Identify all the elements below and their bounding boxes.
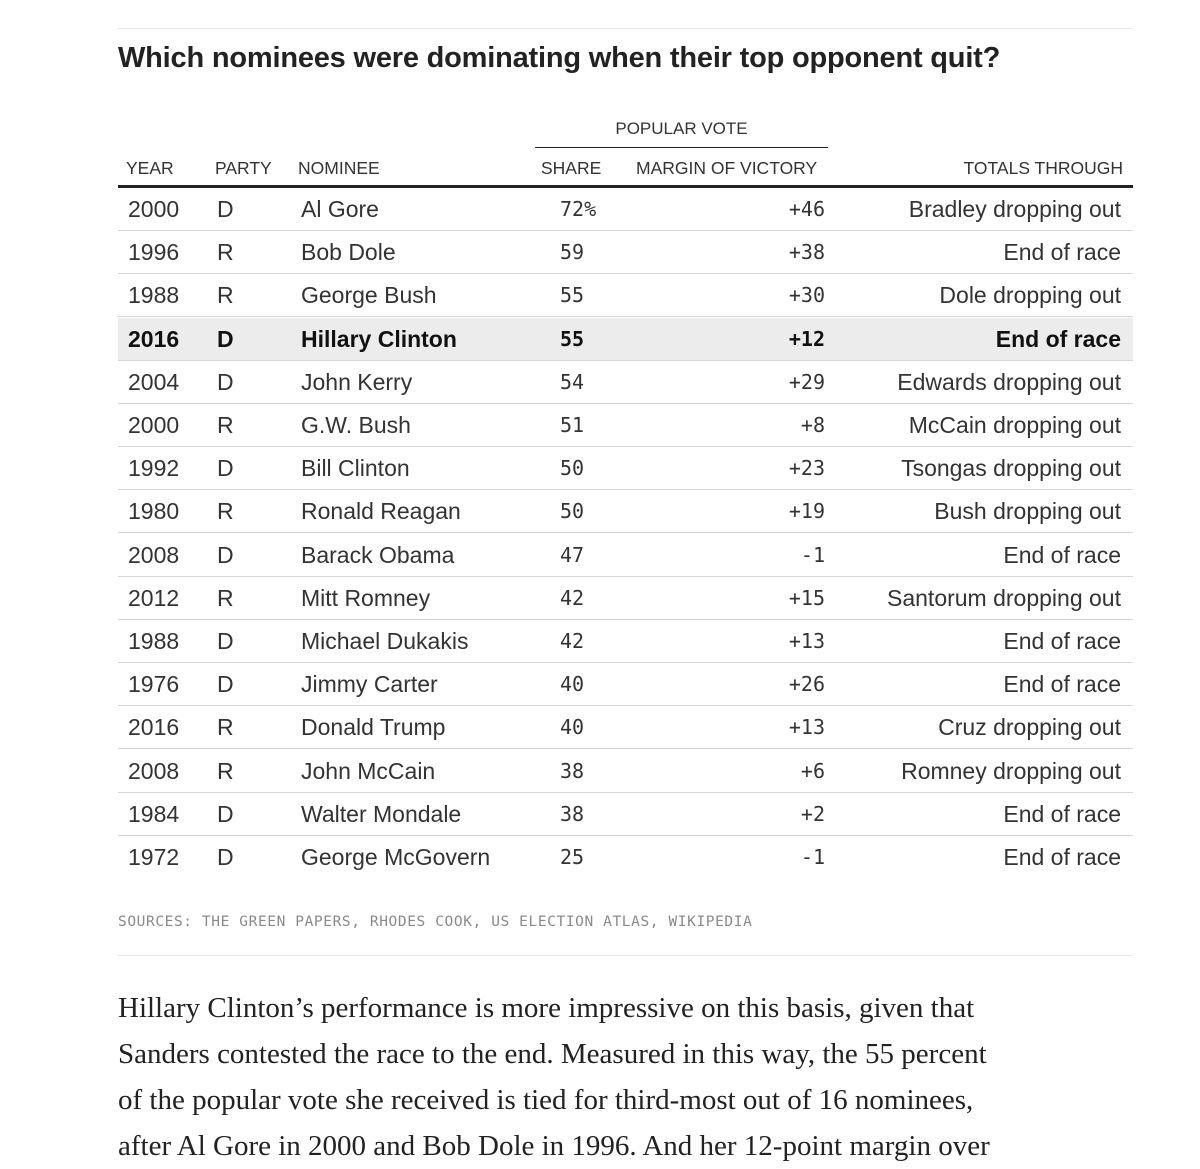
cell-nominee: Mitt Romney	[301, 584, 431, 611]
table-row	[118, 361, 1133, 404]
cell-totals-through: Dole dropping out	[939, 282, 1121, 309]
cell-year: 1996	[128, 239, 180, 266]
cell-share: 40	[560, 672, 585, 697]
cell-margin: +46	[788, 197, 825, 221]
cell-nominee: Barack Obama	[301, 541, 455, 568]
table-row	[118, 663, 1133, 706]
cell-totals-through: Romney dropping out	[901, 757, 1121, 784]
table-row-highlighted	[118, 318, 1133, 361]
cell-nominee: Ronald Reagan	[301, 498, 461, 525]
table-row	[118, 231, 1133, 274]
cell-party: D	[217, 196, 234, 222]
table-row	[118, 620, 1133, 663]
cell-share: 55	[560, 326, 585, 351]
cell-nominee: Bill Clinton	[301, 455, 410, 482]
cell-share: 50	[560, 456, 585, 481]
cell-party: D	[217, 325, 234, 352]
table-row	[118, 188, 1133, 231]
cell-share: 40	[560, 715, 585, 740]
cell-nominee: Al Gore	[301, 196, 379, 222]
table-row	[118, 404, 1133, 447]
top-divider	[118, 28, 1132, 29]
cell-nominee: George McGovern	[301, 844, 491, 870]
cell-share: 72%	[560, 197, 597, 221]
cell-nominee: Hillary Clinton	[301, 325, 457, 352]
cell-margin: +19	[788, 499, 825, 524]
cell-totals-through: Tsongas dropping out	[901, 455, 1121, 482]
cell-margin: +23	[788, 456, 825, 481]
cell-year: 2016	[128, 325, 180, 352]
cell-share: 50	[560, 499, 585, 524]
article-paragraph	[118, 985, 1118, 1169]
table-row	[118, 447, 1133, 490]
cell-margin: +6	[800, 758, 825, 783]
cell-share: 59	[560, 240, 585, 265]
cell-year: 1984	[128, 800, 180, 827]
cell-totals-through: Santorum dropping out	[887, 584, 1121, 611]
cell-share: 42	[560, 629, 585, 653]
header-totals-through: TOTALS THROUGH	[963, 158, 1123, 178]
cell-margin: +30	[788, 283, 825, 308]
cell-nominee: Walter Mondale	[301, 800, 462, 827]
cell-share: 25	[560, 845, 585, 869]
cell-year: 2000	[128, 196, 180, 222]
cell-party: D	[217, 541, 234, 568]
cell-party: R	[217, 714, 234, 741]
cell-totals-through: End of race	[1003, 239, 1121, 266]
cell-party: R	[217, 412, 234, 438]
cell-nominee: Bob Dole	[301, 239, 396, 266]
cell-margin: +38	[788, 240, 825, 265]
cell-totals-through: End of race	[995, 325, 1121, 352]
cell-party: D	[217, 628, 234, 654]
cell-share: 54	[560, 369, 585, 394]
cell-share: 38	[560, 758, 585, 783]
cell-margin: -1	[800, 845, 825, 869]
cell-totals-through: Bradley dropping out	[908, 196, 1121, 222]
table-row	[118, 750, 1133, 793]
cell-margin: +8	[800, 413, 825, 437]
paragraph-line: Sanders contested the race to the end. Measured in this way, the 55 percent	[118, 1038, 987, 1070]
cell-year: 2004	[128, 368, 180, 395]
cell-margin: +15	[788, 585, 825, 610]
cell-year: 1980	[128, 498, 180, 525]
header-share: SHARE	[541, 158, 602, 178]
cell-totals-through: Cruz dropping out	[938, 714, 1121, 741]
cell-party: R	[217, 757, 234, 784]
cell-share: 42	[560, 585, 585, 610]
table-title: Which nominees were dominating when their top opponent quit?	[118, 42, 1001, 74]
cell-margin: +2	[800, 801, 825, 826]
table-row	[118, 490, 1133, 533]
cell-year: 1988	[128, 628, 180, 654]
cell-totals-through: End of race	[1003, 800, 1121, 827]
cell-margin: +29	[788, 369, 825, 394]
cell-totals-through: McCain dropping out	[908, 412, 1121, 438]
cell-margin: -1	[800, 542, 825, 567]
cell-totals-through: End of race	[1003, 844, 1121, 870]
cell-nominee: John McCain	[301, 757, 436, 784]
cell-nominee: Michael Dukakis	[301, 628, 469, 654]
cell-nominee: Donald Trump	[301, 714, 446, 741]
header-margin: MARGIN OF VICTORY	[636, 158, 818, 178]
cell-party: R	[217, 498, 234, 525]
cell-share: 51	[560, 413, 585, 437]
cell-year: 2012	[128, 584, 180, 611]
cell-totals-through: Bush dropping out	[934, 498, 1121, 525]
table-row	[118, 577, 1133, 620]
cell-share: 47	[560, 542, 585, 567]
cell-year: 2008	[128, 757, 180, 784]
cell-share: 55	[560, 283, 585, 308]
cell-margin: +13	[788, 629, 825, 653]
cell-year: 1988	[128, 282, 180, 309]
cell-margin: +12	[788, 326, 825, 351]
bottom-divider	[118, 955, 1132, 956]
cell-totals-through: End of race	[1003, 671, 1121, 698]
sources-note: SOURCES: THE GREEN PAPERS, RHODES COOK, US ELECTION ATLAS, WIKIPEDIA	[118, 914, 753, 930]
cell-party: D	[217, 455, 234, 482]
table-row	[118, 793, 1133, 836]
popular-vote-group-header: POPULAR VOTE	[535, 119, 828, 148]
cell-party: R	[217, 584, 234, 611]
cell-party: R	[217, 239, 234, 266]
cell-totals-through: Edwards dropping out	[897, 368, 1121, 395]
cell-year: 1992	[128, 455, 180, 482]
cell-totals-through: End of race	[1003, 541, 1121, 568]
paragraph-line: after Al Gore in 2000 and Bob Dole in 1996. And her 12-point margin over	[118, 1130, 990, 1162]
header-year: YEAR	[126, 158, 174, 178]
cell-year: 2000	[128, 412, 180, 438]
cell-year: 2008	[128, 541, 180, 568]
cell-totals-through: End of race	[1003, 628, 1121, 654]
cell-margin: +26	[788, 672, 825, 697]
cell-nominee: John Kerry	[301, 368, 413, 395]
cell-party: D	[217, 671, 234, 698]
table-row	[118, 534, 1133, 577]
cell-nominee: G.W. Bush	[301, 412, 411, 438]
cell-party: D	[217, 800, 234, 827]
cell-party: D	[217, 844, 234, 870]
paragraph-line: Hillary Clinton’s performance is more impressive on this basis, given that	[118, 992, 975, 1024]
table-row	[118, 706, 1133, 749]
cell-party: D	[217, 368, 234, 395]
table-row	[118, 836, 1133, 879]
header-party: PARTY	[215, 158, 272, 178]
header-nominee: NOMINEE	[298, 158, 380, 178]
cell-party: R	[217, 282, 234, 309]
cell-nominee: George Bush	[301, 282, 437, 309]
cell-share: 38	[560, 801, 585, 826]
cell-margin: +13	[788, 715, 825, 740]
table-row	[118, 274, 1133, 317]
paragraph-line: of the popular vote she received is tied for third-most out of 16 nominees,	[118, 1084, 974, 1116]
cell-year: 2016	[128, 714, 180, 741]
cell-nominee: Jimmy Carter	[301, 671, 438, 698]
cell-year: 1976	[128, 671, 180, 698]
cell-year: 1972	[128, 844, 180, 870]
